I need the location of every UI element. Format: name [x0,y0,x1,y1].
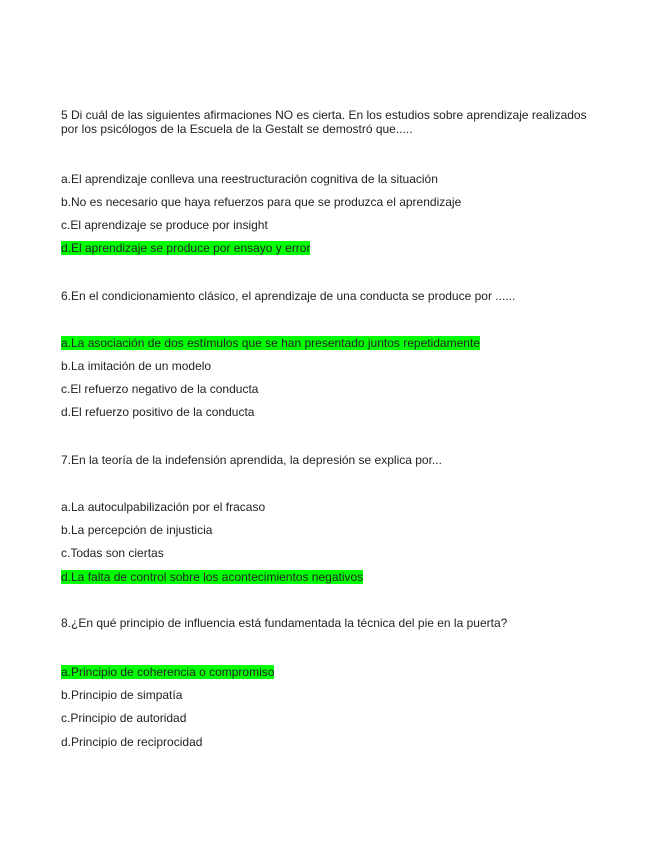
answer-option [61,382,258,396]
answer-option-text: b.La imitación de un modelo [61,359,212,373]
answer-option-text: d.El aprendizaje se produce por ensayo y error [61,241,311,255]
answer-option-text: b.Principio de simpatía [61,688,183,702]
answer-option-text: d.El refuerzo positivo de la conducta [61,405,255,419]
answer-option-text: a.La autoculpabilización por el fracaso [61,500,266,514]
answer-option [61,195,461,209]
answer-option [61,172,438,186]
answer-option [61,735,202,749]
answer-option [61,688,182,702]
answer-option [61,359,211,373]
answer-option-text: a.El aprendizaje conlleva una reestructuración cognitiva de la situación [61,172,438,186]
answer-option [61,500,265,514]
answer-option-text: b.La percepción de injusticia [61,523,213,537]
answer-option-correct [61,665,274,679]
question-text: 7.En la teoría de la indefensión aprendida, la depresión se explica por... [61,453,442,467]
answer-option [61,711,186,725]
answer-option [61,218,268,232]
answer-option-text: a.Principio de coherencia o compromiso [61,665,275,679]
answer-option-correct [61,241,310,255]
answer-option-text: c.Todas son ciertas [61,546,164,560]
answer-option-text: d.Principio de reciprocidad [61,735,203,749]
answer-option-text: c.Principio de autoridad [61,711,187,725]
answer-option-text: d.La falta de control sobre los acontecimientos negativos [61,570,364,584]
question-text: 8.¿En qué principio de influencia está fundamentada la técnica del pie en la puerta? [61,616,508,630]
question-text: 5 Di cuál de las siguientes afirmaciones NO es cierta. En los estudios sobre aprendizaje realizados por los psicólogos de la Escuela de la Gestalt se demostró que..... [61,108,587,136]
answer-option [61,405,254,419]
answer-option-correct [61,570,363,584]
answer-option-text: c.El aprendizaje se produce por insight [61,218,268,232]
answer-option-text: c.El refuerzo negativo de la conducta [61,382,259,396]
answer-option-correct [61,336,480,350]
answer-option [61,546,164,560]
question-text: 6.En el condicionamiento clásico, el aprendizaje de una conducta se produce por ...... [61,289,516,303]
answer-option-text: a.La asociación de dos estímulos que se han presentado juntos repetidamente [61,336,480,350]
answer-option [61,523,212,537]
answer-option-text: b.No es necesario que haya refuerzos para que se produzca el aprendizaje [61,195,462,209]
